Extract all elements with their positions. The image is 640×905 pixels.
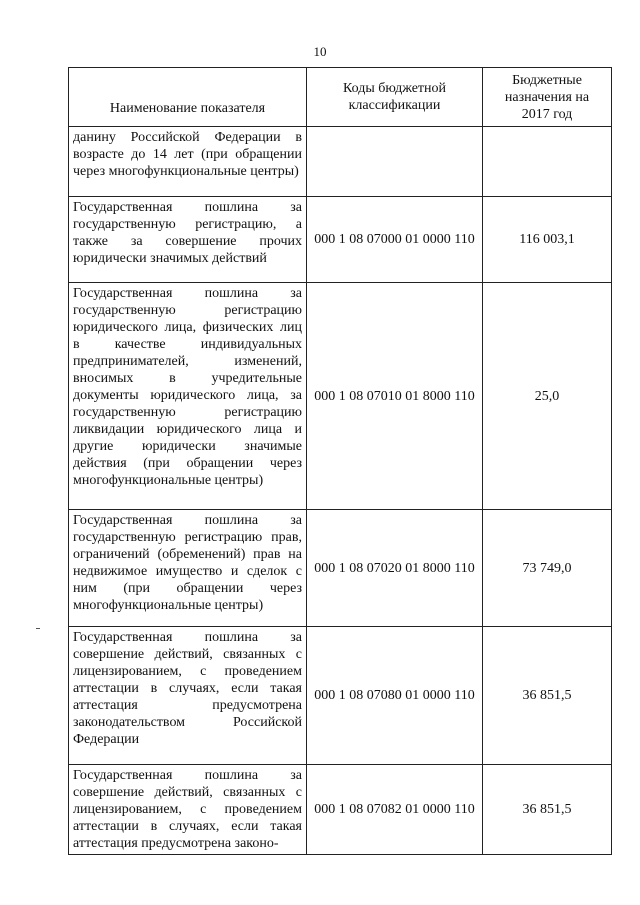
row-name-cell: Государственная пошлина за государственную регистрацию, а также за совершение прочих юридически значимых действий <box>69 197 307 283</box>
row-amount-cell: 36 851,5 <box>483 765 612 855</box>
row-amount-cell: 116 003,1 <box>483 197 612 283</box>
row-amount-cell: 25,0 <box>483 283 612 510</box>
row-code-cell <box>307 127 483 197</box>
header-name-text: Наименование показателя <box>109 100 266 116</box>
table-header-row <box>69 68 612 127</box>
row-amount-cell: 36 851,5 <box>483 627 612 765</box>
row-code-cell: 000 1 08 07000 01 0000 110 <box>307 197 483 283</box>
row-name-cell: Государственная пошлина за совершение действий, связанных с лицензированием, с проведением аттестации в случаях, если такая аттестация предусмотрена законо- <box>69 765 307 855</box>
row-name-cell: Государственная пошлина за государственную регистрацию юридического лица, физических лиц в качестве индивидуальных предпринимателей, изменений, вносимых в учредительные документы юридического лица, за государственную регистрацию ликвидации юридического лица и другие юридически значимые действия (при обращении через многофункциональные центры) <box>69 283 307 510</box>
table-row <box>69 627 612 765</box>
scan-mark <box>36 628 40 629</box>
table-row <box>69 510 612 627</box>
header-codes <box>307 68 483 127</box>
table-row <box>69 765 612 855</box>
row-code-cell: 000 1 08 07010 01 8000 110 <box>307 283 483 510</box>
row-amount-cell: 73 749,0 <box>483 510 612 627</box>
row-code-cell: 000 1 08 07080 01 0000 110 <box>307 627 483 765</box>
page-number: 10 <box>313 44 327 59</box>
row-code-cell: 000 1 08 07020 01 8000 110 <box>307 510 483 627</box>
budget-table <box>68 67 612 855</box>
row-name-cell: данину Российской Федерации в возрасте до 14 лет (при обращении через многофункциональные центры) <box>69 127 307 197</box>
header-codes-text: Коды бюджетной классификации <box>342 81 447 113</box>
table-row <box>69 283 612 510</box>
row-code-cell: 000 1 08 07082 01 0000 110 <box>307 765 483 855</box>
table-row <box>69 127 612 197</box>
header-name <box>69 68 307 127</box>
header-amount-text: Бюджетные назначения на 2017 год <box>504 72 590 122</box>
row-name-cell: Государственная пошлина за государственную регистрацию прав, ограничений (обременений) прав на недвижимое имущество и сделок с ним (при обращении через многофункциональные центры) <box>69 510 307 627</box>
row-name-cell: Государственная пошлина за совершение действий, связанных с лицензированием, с проведением аттестации в случаях, если такая аттестация предусмотрена законодательством Российской Федерации <box>69 627 307 765</box>
table-row <box>69 197 612 283</box>
row-amount-cell <box>483 127 612 197</box>
header-amount <box>483 68 612 127</box>
